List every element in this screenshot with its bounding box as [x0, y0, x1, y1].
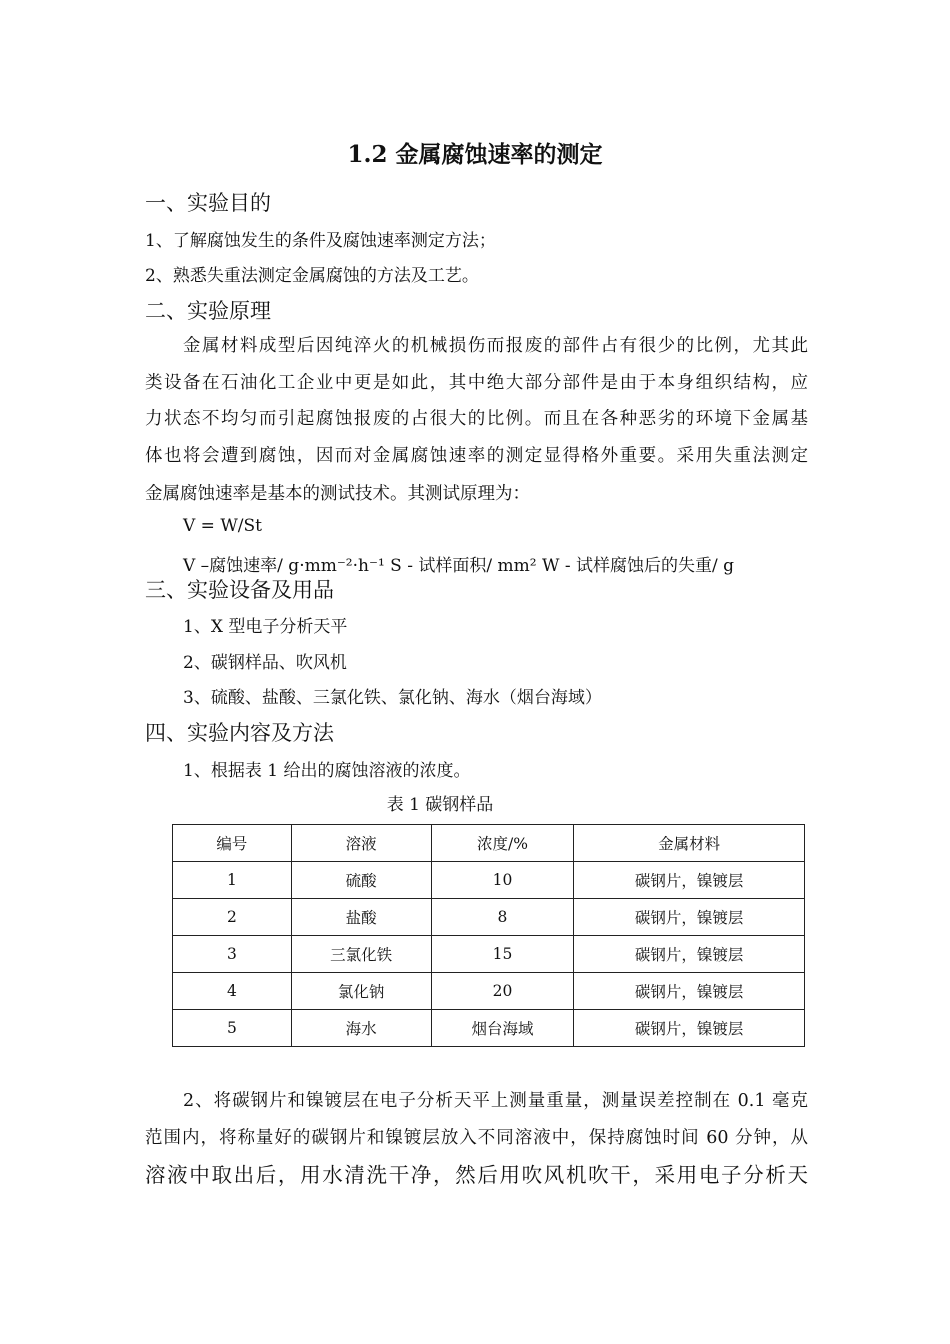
page-title: 1.2 金属腐蚀速率的测定: [347, 141, 603, 168]
table-cell: 3: [173, 936, 292, 973]
table-row: [173, 936, 805, 973]
header-cell: 溶液: [291, 825, 431, 862]
table-cell: 20: [431, 973, 574, 1010]
section-heading-2: 二、实验原理: [145, 299, 271, 323]
formula: V = W/St: [183, 516, 263, 536]
formula-legend: V –腐蚀速率/ g·mm⁻²·h⁻¹ S - 试样面积/ mm² W - 试样腐蚀后的失重/ g: [183, 556, 734, 576]
table-cell: 碳钢片，镍镀层: [574, 899, 805, 936]
paragraph-line: 力状态不均匀而引起腐蚀报废的占很大的比例。而且在各种恶劣的环境下金属基: [145, 409, 808, 429]
table-cell: 碳钢片，镍镀层: [574, 936, 805, 973]
table-cell: 1: [173, 862, 292, 899]
table-cell: 15: [431, 936, 574, 973]
table-cell: 碳钢片，镍镀层: [574, 973, 805, 1010]
paragraph-line: 体也将会遭到腐蚀，因而对金属腐蚀速率的测定显得格外重要。采用失重法测定: [145, 446, 808, 466]
table-cell: 4: [173, 973, 292, 1010]
paragraph-line: 溶液中取出后，用水清洗干净，然后用吹风机吹干，采用电子分析天: [145, 1163, 808, 1187]
header-cell: 浓度/%: [431, 825, 574, 862]
table-cell: 盐酸: [291, 899, 431, 936]
header-cell: 编号: [173, 825, 292, 862]
table-caption: 表 1 碳钢样品: [386, 795, 494, 815]
table-cell: 硫酸: [291, 862, 431, 899]
table-cell: 碳钢片，镍镀层: [574, 1010, 805, 1047]
paragraph-line: 金属腐蚀速率是基本的测试技术。其测试原理为：: [145, 484, 530, 504]
table-cell: 8: [431, 899, 574, 936]
table-row: [173, 973, 805, 1010]
section-heading-1: 一、实验目的: [145, 191, 271, 215]
table-row: [173, 862, 805, 899]
table-cell: 三氯化铁: [291, 936, 431, 973]
table-cell: 碳钢片，镍镀层: [574, 862, 805, 899]
header-cell: 金属材料: [574, 825, 805, 862]
paragraph-line: 范围内，将称量好的碳钢片和镍镀层放入不同溶液中，保持腐蚀时间 60 分钟，从: [145, 1128, 808, 1148]
section-heading-4: 四、实验内容及方法: [145, 721, 334, 745]
table-cell: 10: [431, 862, 574, 899]
section-heading-3: 三、实验设备及用品: [145, 578, 334, 602]
table-cell: 5: [173, 1010, 292, 1047]
list-item: 1、根据表 1 给出的腐蚀溶液的浓度。: [183, 761, 471, 781]
table-cell: 氯化钠: [291, 973, 431, 1010]
paragraph-line: 类设备在石油化工企业中更是如此，其中绝大部分部件是由于本身组织结构，应: [145, 373, 808, 393]
list-item: 1、X 型电子分析天平: [183, 617, 348, 637]
sample-table: [172, 824, 805, 1047]
paragraph-line: 金属材料成型后因纯淬火的机械损伤而报废的部件占有很少的比例，尤其此: [183, 336, 808, 356]
list-item: 3、硫酸、盐酸、三氯化铁、氯化钠、海水（烟台海域）: [183, 688, 602, 708]
table-header-row: [173, 825, 805, 862]
table-row: [173, 899, 805, 936]
table-row: [173, 1010, 805, 1047]
paragraph-line: 2、将碳钢片和镍镀层在电子分析天平上测量重量，测量误差控制在 0.1 毫克: [183, 1091, 808, 1111]
list-item: 1、了解腐蚀发生的条件及腐蚀速率测定方法；: [145, 231, 496, 251]
table-cell: 2: [173, 899, 292, 936]
list-item: 2、碳钢样品、吹风机: [183, 653, 347, 673]
list-item: 2、熟悉失重法测定金属腐蚀的方法及工艺。: [145, 266, 479, 286]
table-cell: 海水: [291, 1010, 431, 1047]
table-cell: 烟台海域: [431, 1010, 574, 1047]
